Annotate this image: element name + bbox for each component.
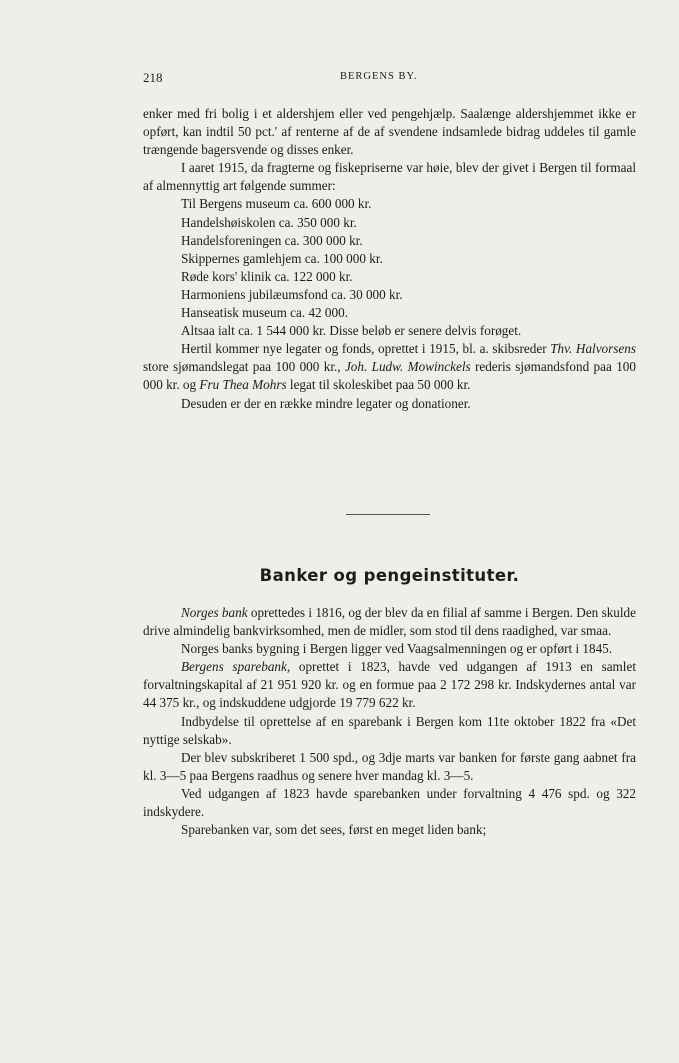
paragraph-bank-building: Norges banks bygning i Bergen ligger ved Vaagsalmenningen og er opført i 1845.: [181, 641, 613, 657]
name-norges-bank: Norges bank: [181, 605, 248, 620]
section-legacies: [143, 105, 636, 413]
page-header: [143, 70, 636, 86]
donation-list-item: Røde kors' klinik ca. 122 000 kr.: [181, 268, 353, 284]
name-mohr: Fru Thea Mohrs: [199, 377, 287, 393]
paragraph-other-legacies: Desuden er der en række mindre legater og donationer.: [181, 395, 471, 411]
page-number: 218: [143, 70, 163, 85]
paragraph-total: Altsaa ialt ca. 1 544 000 kr. Disse beløb er senere delvis forøget.: [181, 323, 522, 339]
paragraph-1823-status: Ved udgangen af 1823 havde sparebanken under forvaltning 4 476 spd. og 322 indskydere.: [143, 785, 636, 820]
running-title: BERGENS BY.: [340, 71, 418, 82]
paragraph-continuation: enker med fri bolig i et aldershjem eller ved pengehjælp. Saalænge aldershjemmet ikke er opført, kan indtil 50 pct.' af renterne af de af svendene indsamlede bidrag uddeles til gamle trængende bagersvende og disses enker.: [143, 106, 636, 158]
name-sparebank: Bergens sparebank,: [181, 659, 291, 675]
paragraph-invitation: Indbydelse til oprettelse af en sparebank i Bergen kom 11te oktober 1822 fra «Det nyttige selskab».: [143, 713, 636, 747]
paragraph-subscription: Der blev subskriberet 1 500 spd., og 3dje marts var banken for første gang aabnet fra kl. 3—5 paa Bergens raadhus og senere hver mandag kl. 3—5.: [143, 749, 636, 783]
paragraph-norges-bank: Norges bank oprettedes i 1816, og der blev da en filial af samme i Bergen. Den skulde drive almindelig bankvirksomhed, men de midler, som stod til dens raadighed, var smaa.: [143, 605, 637, 639]
paragraph-sparebank: Bergens sparebank, oprettet i 1823, havde ved udgangen af 1913 en samlet forvaltningskapital af 21 951 920 kr. og en formue paa 2 172 298 kr. Indskydernes antal var 44 375 kr., og indskuddene udgjorde 19 779 622 kr.: [143, 659, 636, 711]
paragraph-1915-donations: I aaret 1915, da fragterne og fiskepriserne var høie, blev der givet i Bergen til formaal af almennyttig art følgende summer:: [143, 160, 636, 194]
section-banks: [143, 604, 636, 839]
donation-list-item: Skippernes gamlehjem ca. 100 000 kr.: [181, 250, 383, 266]
name-halvorsen: Thv. Halvorsens: [550, 341, 636, 357]
donation-list-item: Til Bergens museum ca. 600 000 kr.: [181, 196, 372, 212]
donation-list-item: Hanseatisk museum ca. 42 000.: [181, 305, 349, 321]
donation-list-item: Handelsforeningen ca. 300 000 kr.: [181, 232, 363, 248]
donation-list-item: Harmoniens jubilæumsfond ca. 30 000 kr.: [181, 286, 403, 302]
section-divider: [346, 514, 430, 515]
donation-list-item: Handelshøiskolen ca. 350 000 kr.: [181, 214, 357, 230]
paragraph-small-bank: Sparebanken var, som det sees, først en meget liden bank;: [181, 822, 487, 838]
section-title: Banker og pengeinstituter.: [259, 566, 520, 585]
name-mowinckel: Joh. Ludw. Mowinckels: [344, 359, 471, 375]
paragraph-new-legacies: Hertil kommer nye legater og fonds, oprettet i 1915, bl. a. skibsreder Thv. Halvorsens store sjømandslegat paa 100 000 kr., Joh. Ludw. Mowinckels rederis sjømandsfond paa 100 000 kr. og Fru Thea Mohrs legat til skoleskibet paa 50 000 kr.: [143, 341, 636, 393]
